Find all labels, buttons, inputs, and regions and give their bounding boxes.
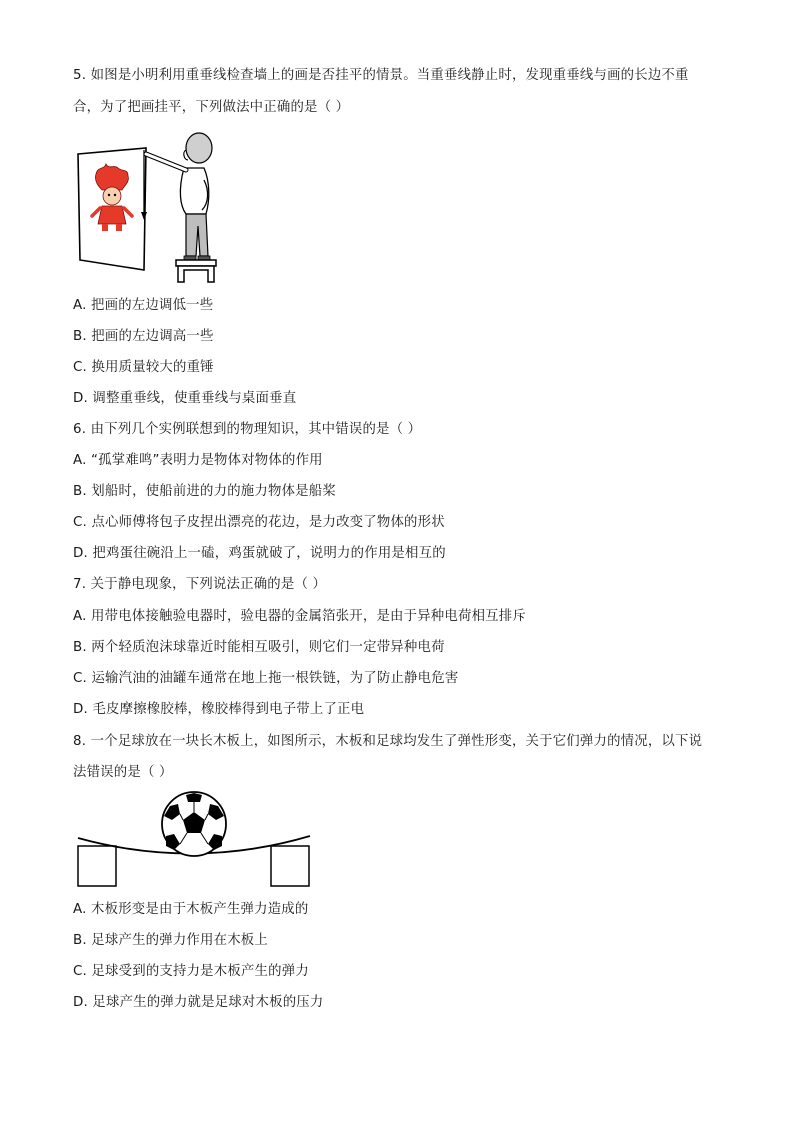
left-support bbox=[78, 846, 116, 886]
question-7-option-b: B. 两个轻质泡沫球靠近时能相互吸引，则它们一定带异种电荷 bbox=[73, 640, 445, 655]
question-5-stem-line2: 合，为了把画挂平，下列做法中正确的是（ ） bbox=[73, 100, 350, 115]
football-icon bbox=[162, 792, 226, 856]
question-6-stem: 6. 由下列几个实例联想到的物理知识，其中错误的是（ ） bbox=[73, 422, 422, 437]
right-support bbox=[271, 846, 309, 886]
question-5-stem-line1: 5. 如图是小明利用重垂线检查墙上的画是否挂平的情景。当重垂线静止时，发现重垂线与画的长边不重 bbox=[73, 68, 689, 83]
question-7-stem: 7. 关于静电现象，下列说法正确的是（ ） bbox=[73, 577, 327, 592]
figure-football-on-board bbox=[74, 790, 314, 890]
person-icon bbox=[146, 133, 212, 260]
question-6-option-a: A. “孤掌难鸣”表明力是物体对物体的作用 bbox=[73, 453, 323, 468]
question-8-option-c: C. 足球受到的支持力是木板产生的弹力 bbox=[73, 964, 309, 979]
question-5-option-d: D. 调整重垂线，使重垂线与桌面垂直 bbox=[73, 391, 297, 406]
figure-plumb-line-painting bbox=[74, 130, 224, 285]
question-7-option-a: A. 用带电体接触验电器时，验电器的金属箔张开，是由于异种电荷相互排斥 bbox=[73, 609, 526, 624]
question-8-stem-line2: 法错误的是（ ） bbox=[73, 765, 173, 780]
question-7-option-d: D. 毛皮摩擦橡胶棒，橡胶棒得到电子带上了正电 bbox=[73, 702, 365, 717]
question-5-option-c: C. 换用质量较大的重锤 bbox=[73, 360, 214, 375]
question-6-option-b: B. 划船时，使船前进的力的施力物体是船桨 bbox=[73, 484, 336, 499]
stool-icon bbox=[176, 260, 216, 282]
question-8-option-a: A. 木板形变是由于木板产生弹力造成的 bbox=[73, 902, 309, 917]
question-8-stem-line1: 8. 一个足球放在一块长木板上，如图所示，木板和足球均发生了弹性形变，关于它们弹力的情况，以下说 bbox=[73, 734, 703, 749]
question-5-option-b: B. 把画的左边调高一些 bbox=[73, 329, 214, 344]
question-8-option-b: B. 足球产生的弹力作用在木板上 bbox=[73, 933, 268, 948]
question-8-option-d: D. 足球产生的弹力就是足球对木板的压力 bbox=[73, 995, 324, 1010]
question-5-option-a: A. 把画的左边调低一些 bbox=[73, 298, 214, 313]
question-6-option-d: D. 把鸡蛋往碗沿上一磕，鸡蛋就破了，说明力的作用是相互的 bbox=[73, 546, 446, 561]
question-7-option-c: C. 运输汽油的油罐车通常在地上拖一根铁链，为了防止静电危害 bbox=[73, 671, 459, 686]
question-6-option-c: C. 点心师傅将包子皮捏出漂亮的花边，是力改变了物体的形状 bbox=[73, 515, 445, 530]
